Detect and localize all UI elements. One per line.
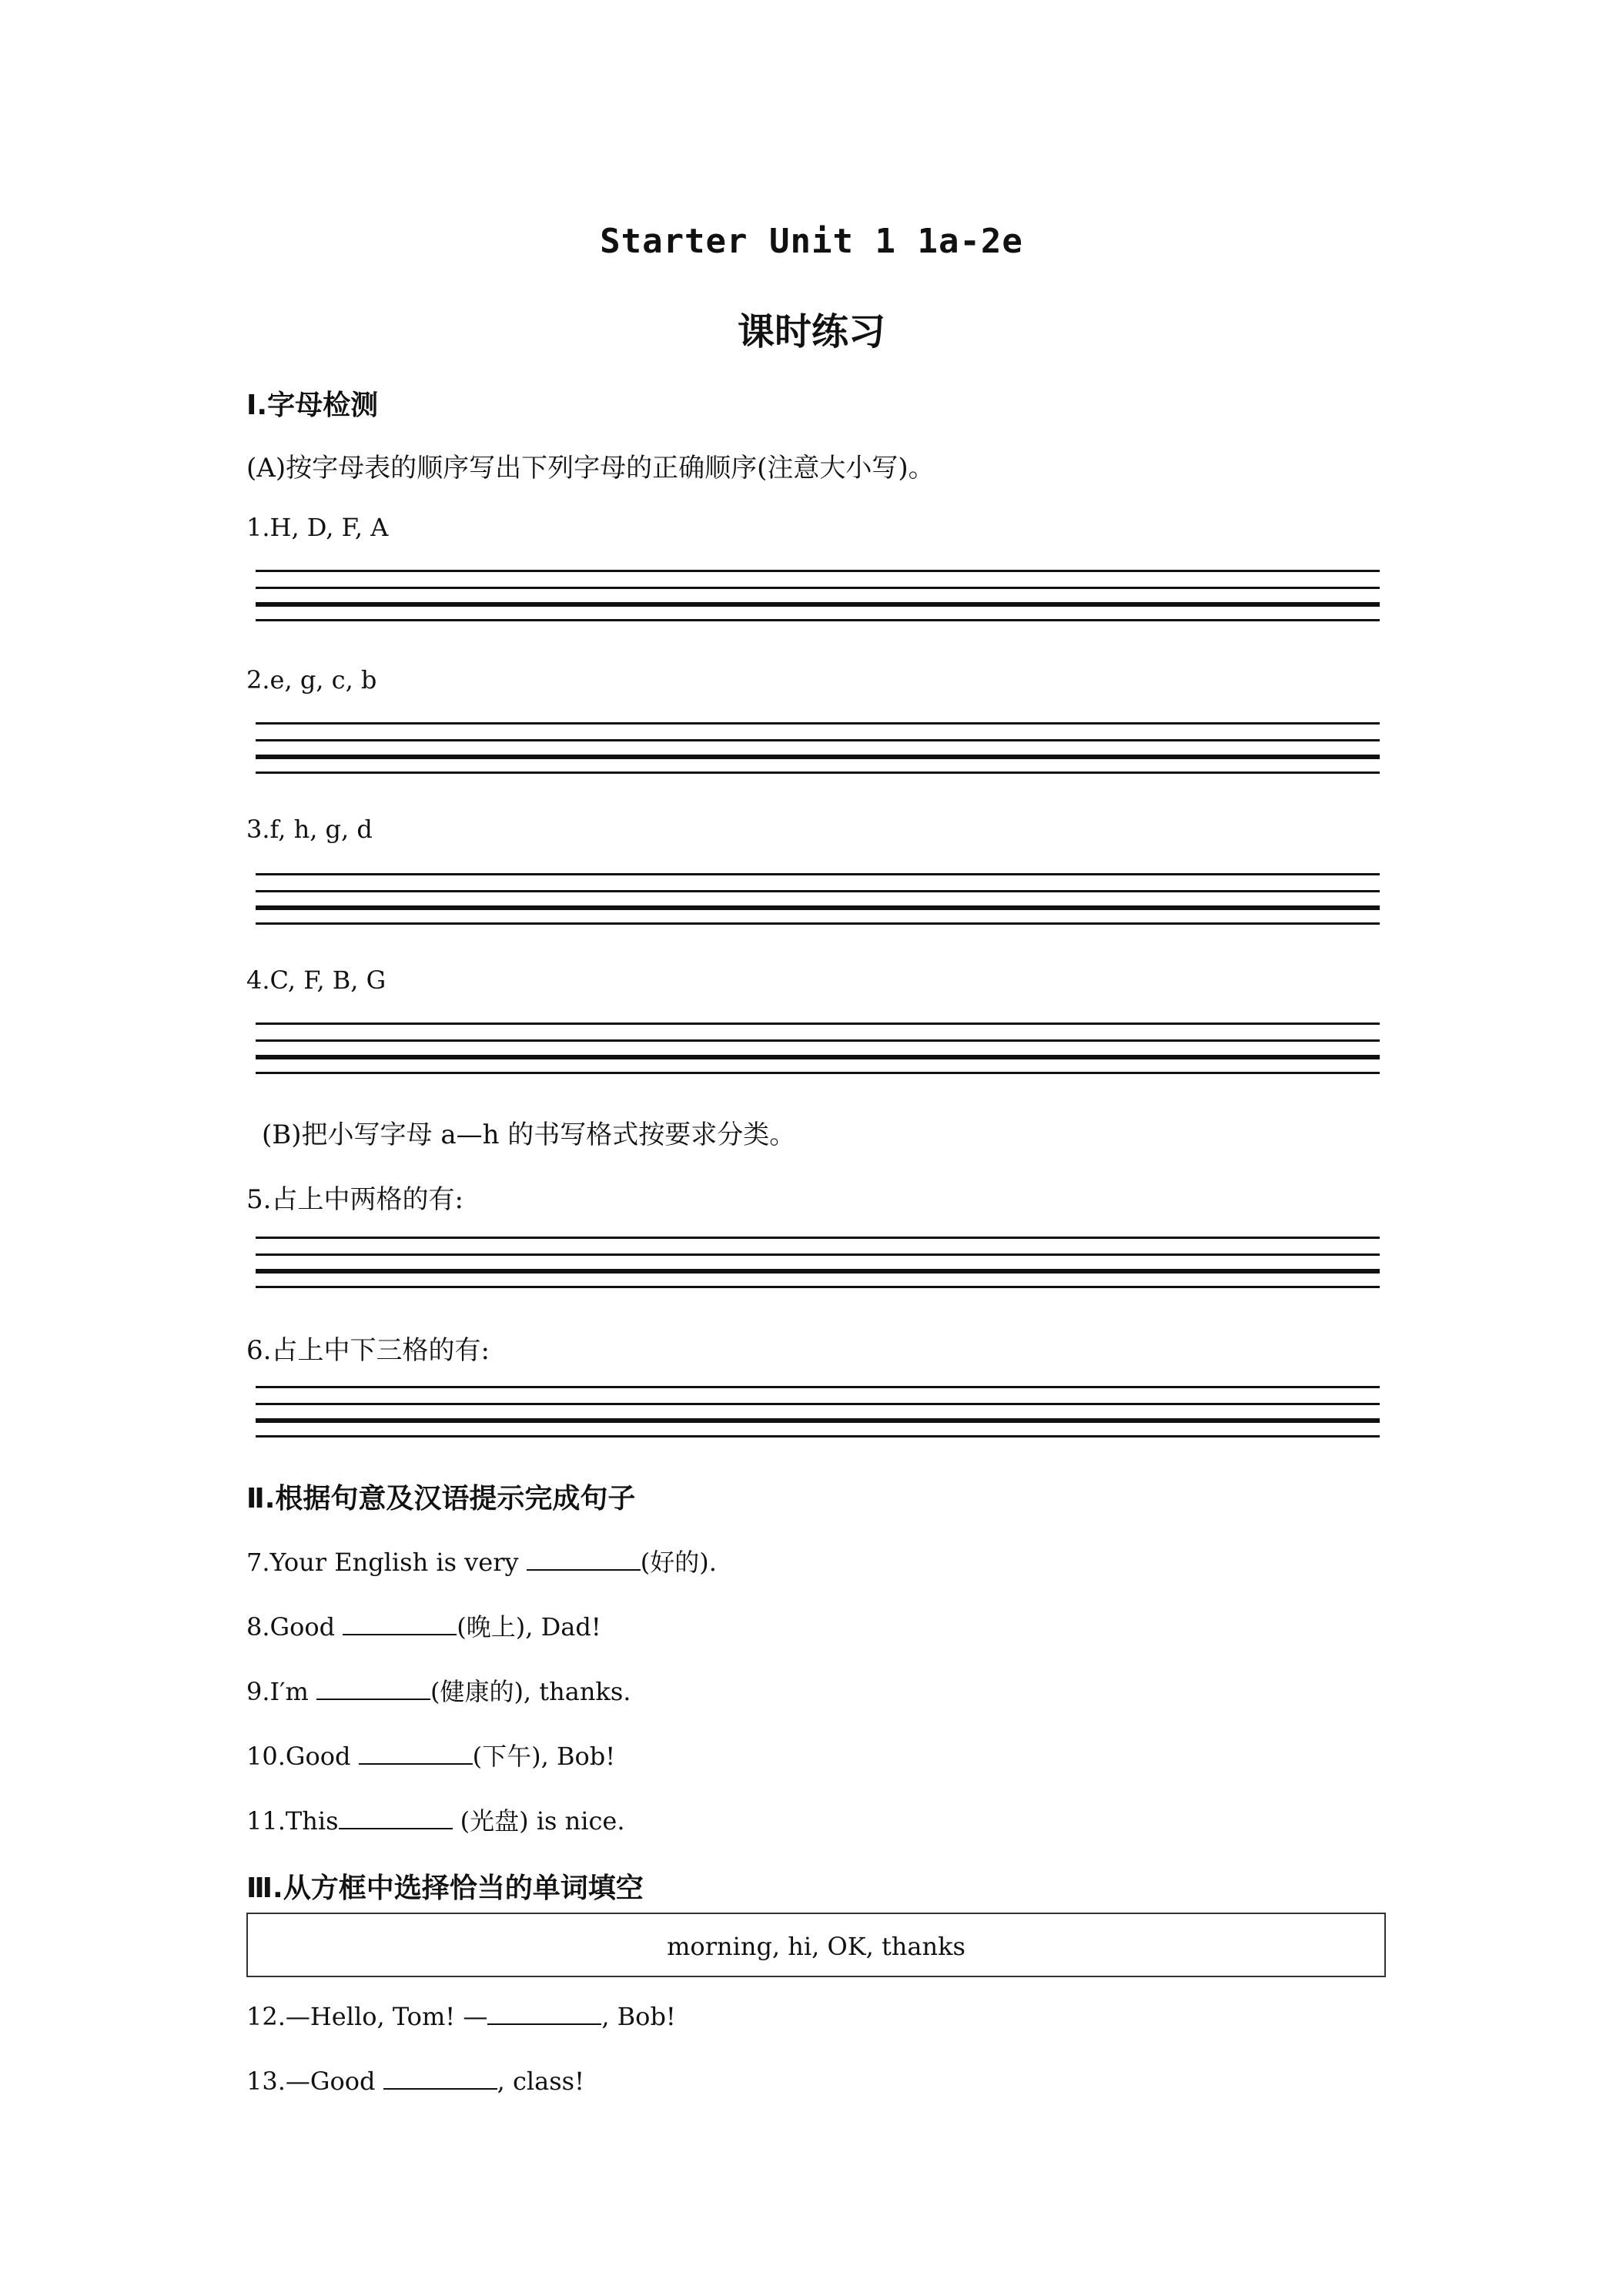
writing-lines-3[interactable] [256, 873, 1380, 932]
question-11 [246, 1802, 625, 1837]
writing-lines-6[interactable] [256, 1386, 1380, 1444]
writing-lines-2[interactable] [256, 722, 1380, 781]
question-6: 6.占上中下三格的有: [246, 1335, 490, 1366]
question-3: 3.f, h, g, d [246, 815, 373, 844]
question-1: 1.H, D, F, A [246, 513, 389, 542]
page-subtitle: 课时练习 [737, 310, 885, 353]
q12-text-after: , Bob! [601, 2002, 676, 2031]
page-title: Starter Unit 1 1a-2e [600, 222, 1023, 261]
q12-text-before: 12.—Hello, Tom! — [246, 2002, 488, 2031]
writing-lines-4[interactable] [256, 1022, 1380, 1081]
writing-lines-1[interactable] [256, 570, 1380, 628]
part-a-instruction: (A)按字母表的顺序写出下列字母的正确顺序(注意大小写)。 [246, 453, 935, 484]
question-12 [246, 2000, 676, 2031]
section-1-heading: Ⅰ.字母检测 [246, 390, 379, 421]
q9-answer-blank[interactable] [316, 1675, 430, 1700]
q9-text-before: 9.I′m [246, 1677, 316, 1706]
q7-text-after: (好的). [640, 1548, 717, 1577]
question-10 [246, 1737, 615, 1772]
q8-text-after: (晚上), Dad! [457, 1612, 601, 1642]
q10-answer-blank[interactable] [359, 1740, 473, 1765]
question-13 [246, 2065, 584, 2096]
q13-text-before: 13.—Good [246, 2067, 383, 2096]
question-4: 4.C, F, B, G [246, 966, 387, 995]
q7-text-before: 7.Your English is very [246, 1548, 527, 1577]
q9-text-after: (健康的), thanks. [430, 1677, 631, 1706]
q11-text-after: (光盘) is nice. [452, 1806, 625, 1836]
question-2: 2.e, g, c, b [246, 665, 377, 694]
q13-answer-blank[interactable] [383, 2065, 497, 2090]
q12-answer-blank[interactable] [487, 2000, 601, 2025]
section-3-heading: Ⅲ.从方框中选择恰当的单词填空 [246, 1873, 644, 1904]
q8-answer-blank[interactable] [343, 1611, 457, 1635]
q11-answer-blank[interactable] [339, 1805, 453, 1829]
q10-text-before: 10.Good [246, 1742, 359, 1771]
q11-text-before: 11.This [246, 1806, 339, 1836]
writing-lines-5[interactable] [256, 1237, 1380, 1295]
question-7 [246, 1543, 717, 1578]
section-2-heading: Ⅱ.根据句意及汉语提示完成句子 [246, 1483, 636, 1514]
part-b-instruction: (B)把小写字母 a—h 的书写格式按要求分类。 [262, 1120, 796, 1150]
question-9 [246, 1672, 631, 1708]
q13-text-after: , class! [497, 2067, 584, 2096]
q8-text-before: 8.Good [246, 1612, 343, 1642]
q10-text-after: (下午), Bob! [472, 1742, 616, 1771]
q7-answer-blank[interactable] [527, 1546, 641, 1571]
question-5: 5.占上中两格的有: [246, 1184, 463, 1215]
word-bank-box: morning, hi, OK, thanks [246, 1913, 1386, 1977]
question-8 [246, 1608, 601, 1643]
